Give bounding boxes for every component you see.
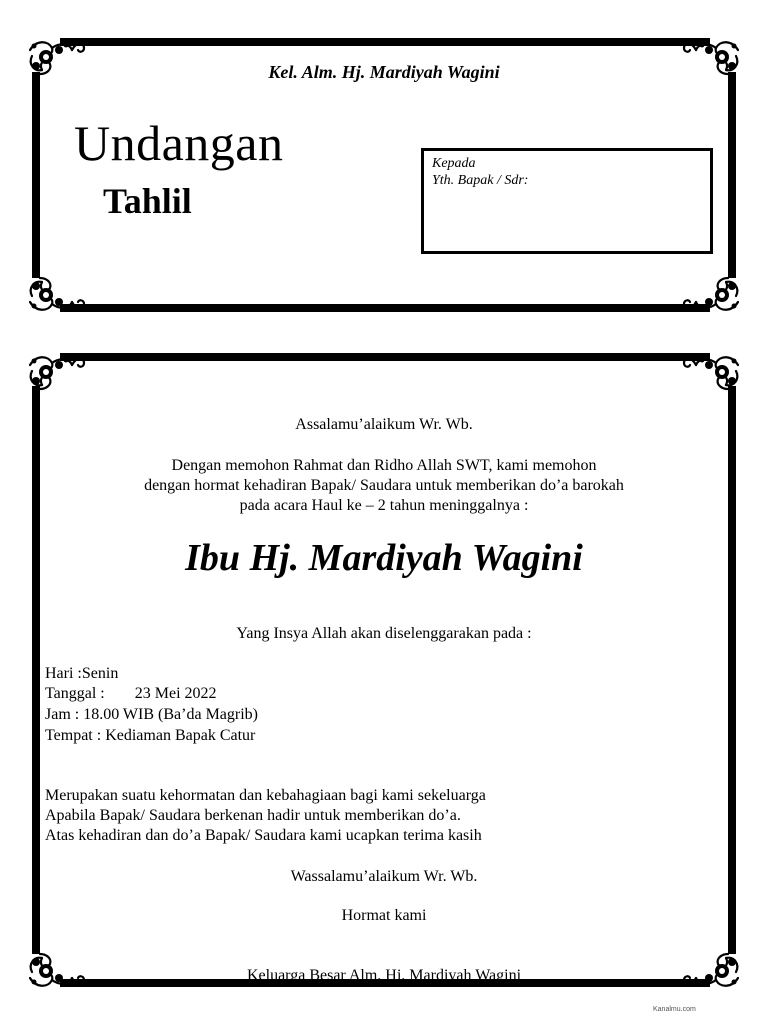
frame-top-border: [60, 38, 710, 46]
greeting: Assalamu’alaikum Wr. Wb.: [295, 416, 473, 433]
invitation-title: Undangan: [74, 115, 284, 171]
event-date: [45, 685, 217, 703]
event-held-on: Yang Insya Allah akan diselenggarakan pada :: [236, 625, 532, 642]
recipient-address-box[interactable]: [421, 148, 713, 254]
event-time: Jam : 18.00 WIB (Ba’da Magrib): [45, 706, 258, 723]
event-date-value: 23 Mei 2022: [134, 685, 217, 702]
regards: Hormat kami: [341, 907, 427, 924]
recipient-salutation: Yth. Bapak / Sdr:: [432, 173, 529, 188]
closing-line-2: Apabila Bapak/ Saudara berkenan hadir untuk memberikan do’a.: [45, 807, 461, 824]
deceased-name: Ibu Hj. Mardiyah Wagini: [185, 537, 583, 579]
intro-line-1: Dengan memohon Rahmat dan Ridho Allah SWT, kami memohon: [171, 457, 597, 474]
invitation-subtitle: Tahlil: [103, 181, 192, 221]
signature: Keluarga Besar Alm. Hj. Mardiyah Wagini: [246, 967, 522, 984]
recipient-label: Kepada: [432, 156, 476, 171]
intro-line-2: dengan hormat kehadiran Bapak/ Saudara untuk memberikan do’a barokah: [144, 477, 624, 494]
farewell: Wassalamu’alaikum Wr. Wb.: [290, 868, 478, 885]
frame-top-border: [60, 353, 710, 361]
event-date-label: Tanggal :: [45, 685, 105, 702]
frame-bottom-border: [60, 304, 710, 312]
watermark: Kanalmu.com: [653, 1006, 696, 1013]
floral-corner-ornament-icon: [680, 351, 742, 393]
intro-line-3: pada acara Haul ke – 2 tahun meninggalnya :: [239, 497, 529, 514]
floral-corner-ornament-icon: [26, 351, 88, 393]
family-name-header: Kel. Alm. Hj. Mardiyah Wagini: [268, 62, 500, 82]
floral-corner-ornament-icon: [680, 274, 742, 316]
frame-right-border: [728, 72, 736, 278]
event-day: Hari :Senin: [45, 665, 119, 682]
closing-line-3: Atas kehadiran dan do’a Bapak/ Saudara kami ucapkan terima kasih: [45, 827, 482, 844]
floral-corner-ornament-icon: [26, 274, 88, 316]
closing-line-1: Merupakan suatu kehormatan dan kebahagiaan bagi kami sekeluarga: [45, 787, 486, 804]
frame-left-border: [32, 72, 40, 278]
event-place: Tempat : Kediaman Bapak Catur: [45, 727, 256, 744]
